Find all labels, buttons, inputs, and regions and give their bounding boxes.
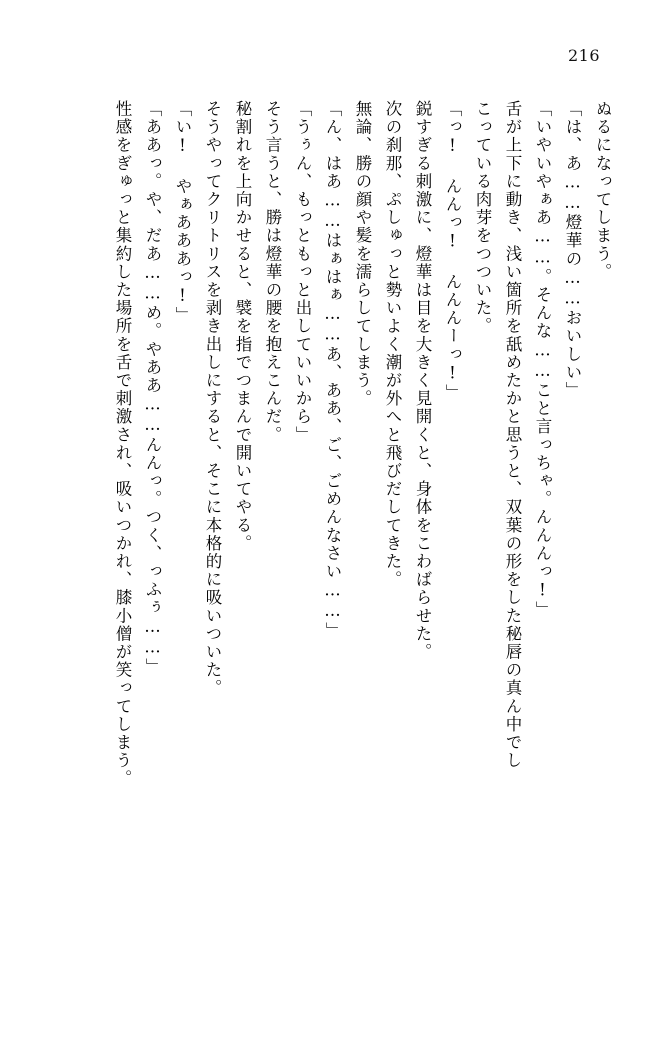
text-column: そうやってクリトリスを剥き出しにすると、そこに本格的に吸いついた。 [203, 100, 222, 698]
text-column: 「いやいやぁあ……。そんな……こと言っちゃ。んんんっ!」 [533, 100, 552, 620]
text-column: 性感をぎゅっと集約した場所を舌で刺激され、吸いつかれ、膝小僧が笑ってしまう。 [113, 100, 132, 788]
text-column: 「ん、はあ……はぁはぁ……あ、ああ、ご、ごめんなさい……」 [323, 100, 342, 640]
text-column: そう言うと、勝は燈華の腰を抱えこんだ。 [263, 100, 282, 444]
text-column: 鋭すぎる刺激に、燈華は目を大きく見開くと、身体をこわばらせた。 [413, 100, 432, 662]
text-column: こっている肉芽をつついた。 [473, 100, 492, 336]
vertical-text-body [44, 100, 610, 1028]
text-column: ぬるになってしまう。 [593, 100, 612, 281]
page-number: 216 [567, 46, 600, 65]
text-column: 「い! やぁあああっ!」 [173, 100, 192, 325]
text-column: 舌が上下に動き、浅い箇所を舐めたかと思うと、双葉の形をした秘唇の真ん中でし [503, 100, 522, 770]
text-column: 「は、あ……燈華の……おいしい」 [563, 100, 582, 400]
text-column: 秘割れを上向かせると、襞を指でつまんで開いてやる。 [233, 100, 252, 553]
text-column: 次の刹那、ぷしゅっと勢いよく潮が外へと飛びだしてきた。 [383, 100, 402, 589]
text-column: 「うぅん、もっともっと出していいから」 [293, 100, 312, 444]
text-column: 無論、勝の顔や髪を濡らしてしまう。 [353, 100, 372, 408]
text-column: 「っ! んんっ! んんんーっ!」 [443, 100, 462, 403]
text-column: 「ああっ。や、だあ……め。やああ……んんっ。つく、っふぅ……」 [143, 100, 162, 677]
